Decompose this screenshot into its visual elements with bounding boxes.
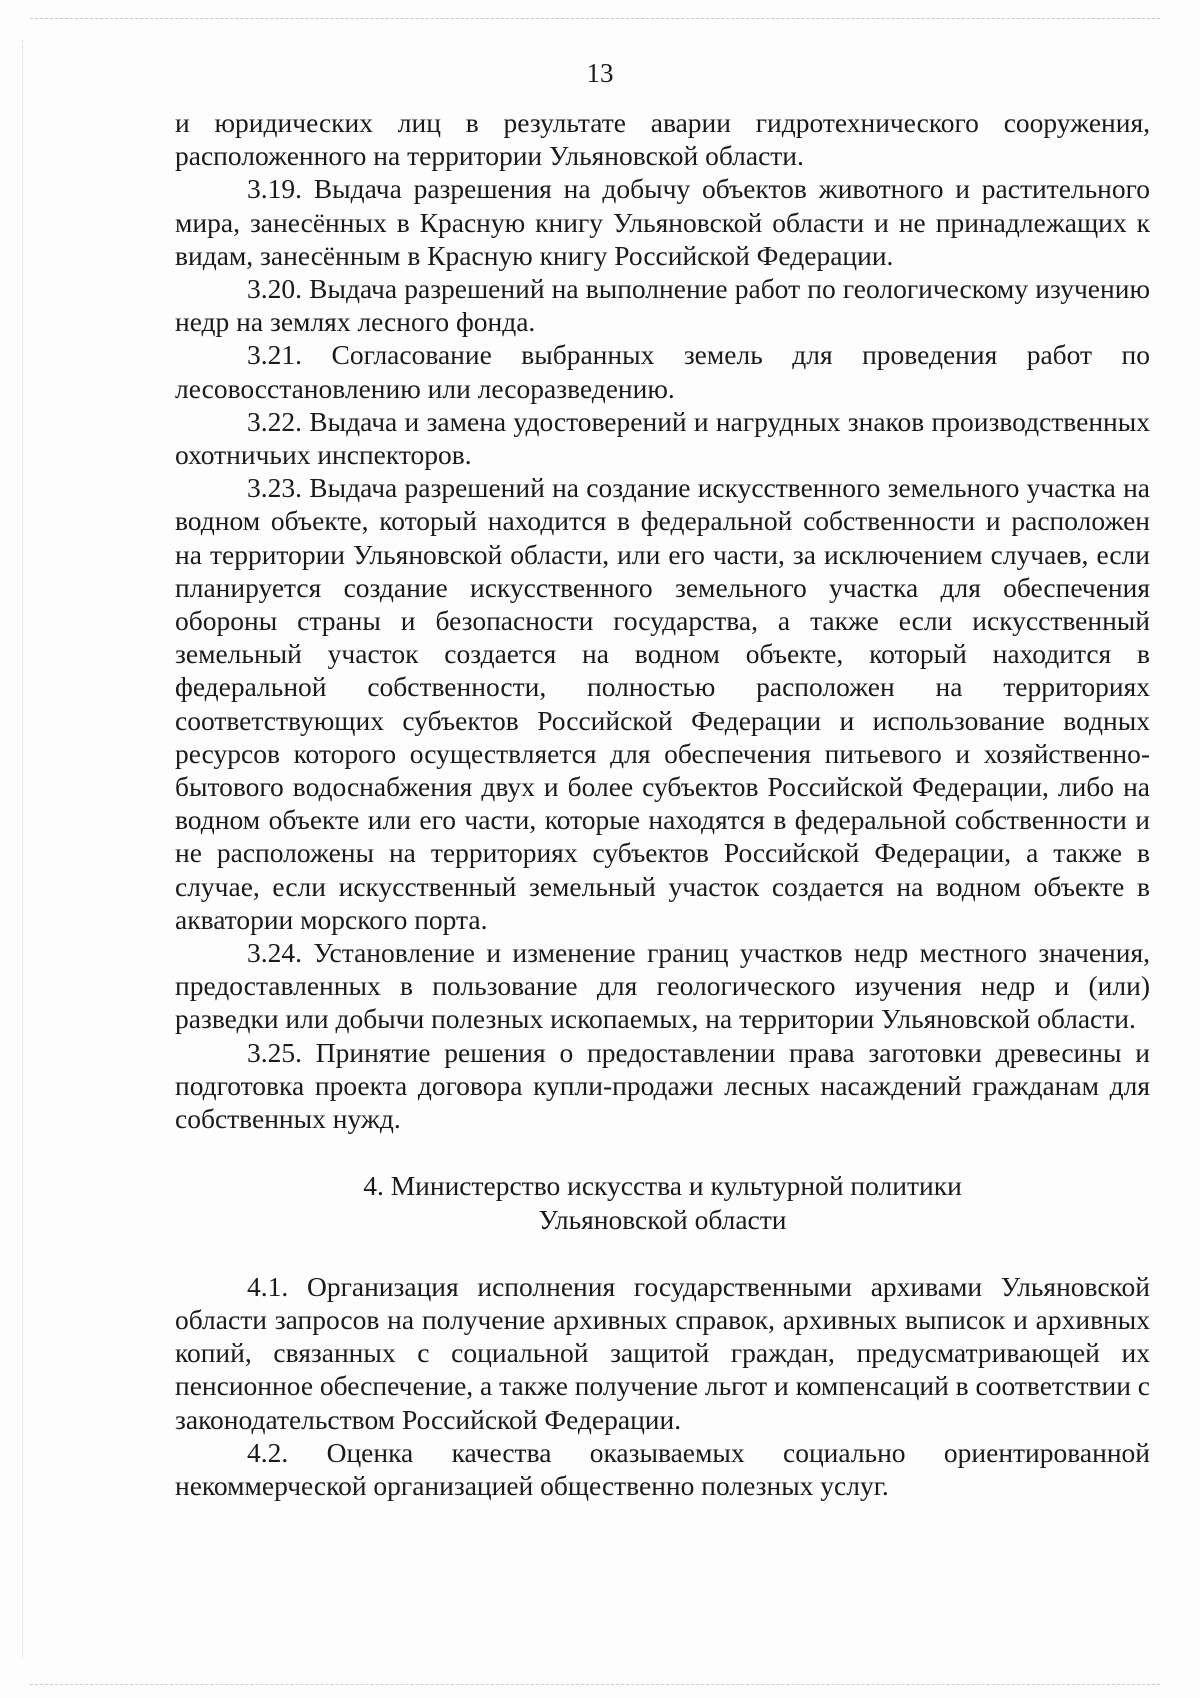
section-heading-line-2: Ульяновской области — [538, 1203, 787, 1235]
page-number: 13 — [586, 58, 614, 88]
paragraph-continuation: и юридических лиц в результате аварии гидротехнического сооружения, расположенного на территории Ульяновской области. — [175, 107, 1150, 172]
paragraph-3-24: 3.24. Установление и изменение границ участков недр местного значения, предоставленных в пользование для геологического изучения недр и (или) разведки или добычи полезных ископаемых, на территории Ульяновской области. — [175, 937, 1150, 1035]
paragraph-3-25: 3.25. Принятие решения о предоставлении права заготовки древесины и подготовка проекта договора купли-продажи лесных насаждений гражданам для собственных нужд. — [175, 1036, 1150, 1135]
scan-edge-top — [30, 18, 1160, 19]
paragraph-3-20: 3.20. Выдача разрешений на выполнение работ по геологическому изучению недр на землях лесного фонда. — [175, 273, 1150, 338]
paragraph-3-19: 3.19. Выдача разрешения на добычу объектов животного и растительного мира, занесённых в Красную книгу Ульяновской области и не принадлежащих к видам, занесённым в Красную книгу Российской Федерации. — [175, 173, 1150, 271]
document-body — [175, 106, 1150, 1502]
section-heading — [175, 1169, 1150, 1235]
section-heading-line-1: 4. Министерство искусства и культурной политики — [363, 1170, 962, 1202]
scan-edge-left — [22, 40, 23, 1658]
scan-edge-bottom — [30, 1684, 1160, 1685]
paragraph-3-22: 3.22. Выдача и замена удостоверений и нагрудных знаков производственных охотничьих инспекторов. — [175, 405, 1150, 471]
paragraph-4-2: 4.2. Оценка качества оказываемых социально ориентированной некоммерческой организацией общественно полезных услуг. — [175, 1436, 1150, 1501]
paragraph-3-21: 3.21. Согласование выбранных земель для проведения работ по лесовосстановлению или лесоразведению. — [175, 339, 1150, 404]
paragraph-4-1: 4.1. Организация исполнения государственными архивами Ульяновской области запросов на получение архивных справок, архивных выписок и архивных копий, связанных с социальной защитой граждан, предусматривающей их пенсионное обеспечение, а также получение льгот и компенсаций в соответствии с законодательством Российской Федерации. — [175, 1270, 1150, 1435]
paragraph-3-23: 3.23. Выдача разрешений на создание искусственного земельного участка на водном объекте, который находится в федеральной собственности и расположен на территории Ульяновской области, или его части, за исключением случаев, если планируется создание искусственного земельного участка для обеспечения обороны страны и безопасности государства, а также если искусственный земельный участок создается на водном объекте, который находится в федеральной собственности, полностью расположен на территориях соответствующих субъектов Российской Федерации и использование водных ресурсов которого осуществляется для обеспечения питьевого и хозяйственно-бытового водоснабжения двух и более субъектов Российской Федерации, либо на водном объекте или его части, которые находятся в федеральной собственности и не расположены на территориях субъектов Российской Федерации, а также в случае, если искусственный земельный участок создается на водном объекте в акватории морского порта. — [175, 472, 1150, 935]
